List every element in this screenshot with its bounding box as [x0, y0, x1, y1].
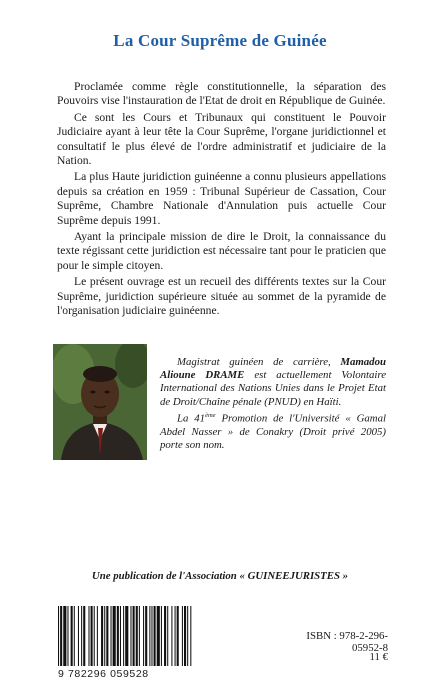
paragraph: Ce sont les Cours et Tribunaux qui constituent le Pouvoir Judiciaire ayant à leur tête la Cour Suprême, l'organe juridictionnel et consultatif le plus élevé de l'ordre administratif et judiciaire de la Nation. — [57, 110, 386, 168]
barcode-digits: 9 782296 059528 — [58, 668, 149, 680]
paragraph: La plus Haute juridiction guinéenne a connu plusieurs appellations depuis sa création en 1959 : Tribunal Supérieur de Cassation, Cour Suprême, Chambre Nationale d'Annulation puis actuelle Cour Suprême depuis 1991. — [57, 170, 386, 227]
author-name: Mamadou Alioune DRAME — [160, 356, 386, 382]
bio-paragraph: La 41ème Promotion de l'Université « Gamal Abdel Nasser » de Conakry (Droit privé 2005) porte son nom. — [160, 411, 387, 451]
author-photo — [53, 344, 147, 460]
publisher-line: Une publication de l'Association « GUINEEJURISTES » — [91, 570, 349, 582]
isbn: ISBN : 978-2-296-05952-8 — [306, 630, 388, 654]
author-bio — [160, 356, 386, 452]
back-cover-text — [57, 80, 386, 321]
book-title: La Cour Suprême de Guinée — [113, 31, 327, 50]
paragraph: Ayant la principale mission de dire le Droit, la connaissance du texte régissant cette juridiction est nécessaire tant pour le praticien que pour le simple citoyen. — [57, 230, 386, 272]
bio-paragraph: Magistrat guinéen de carrière, Mamadou Alioune DRAME est actuellement Volontaire International des Nations Unies dans le Projet Etat de Droit/Chaîne pénale (PNUD) en Haïti. — [160, 356, 386, 408]
price: 11 € — [369, 651, 388, 663]
paragraph: Proclamée comme règle constitutionnelle, la séparation des Pouvoirs vise l'instauration de l'Etat de droit en République de Guinée. — [57, 80, 386, 108]
paragraph: Le présent ouvrage est un recueil des différents textes sur la Cour Suprême, juridiction supérieure située au sommet de la pyramide de l'organisation judiciaire guinéenne. — [57, 275, 386, 318]
barcode — [56, 606, 196, 666]
